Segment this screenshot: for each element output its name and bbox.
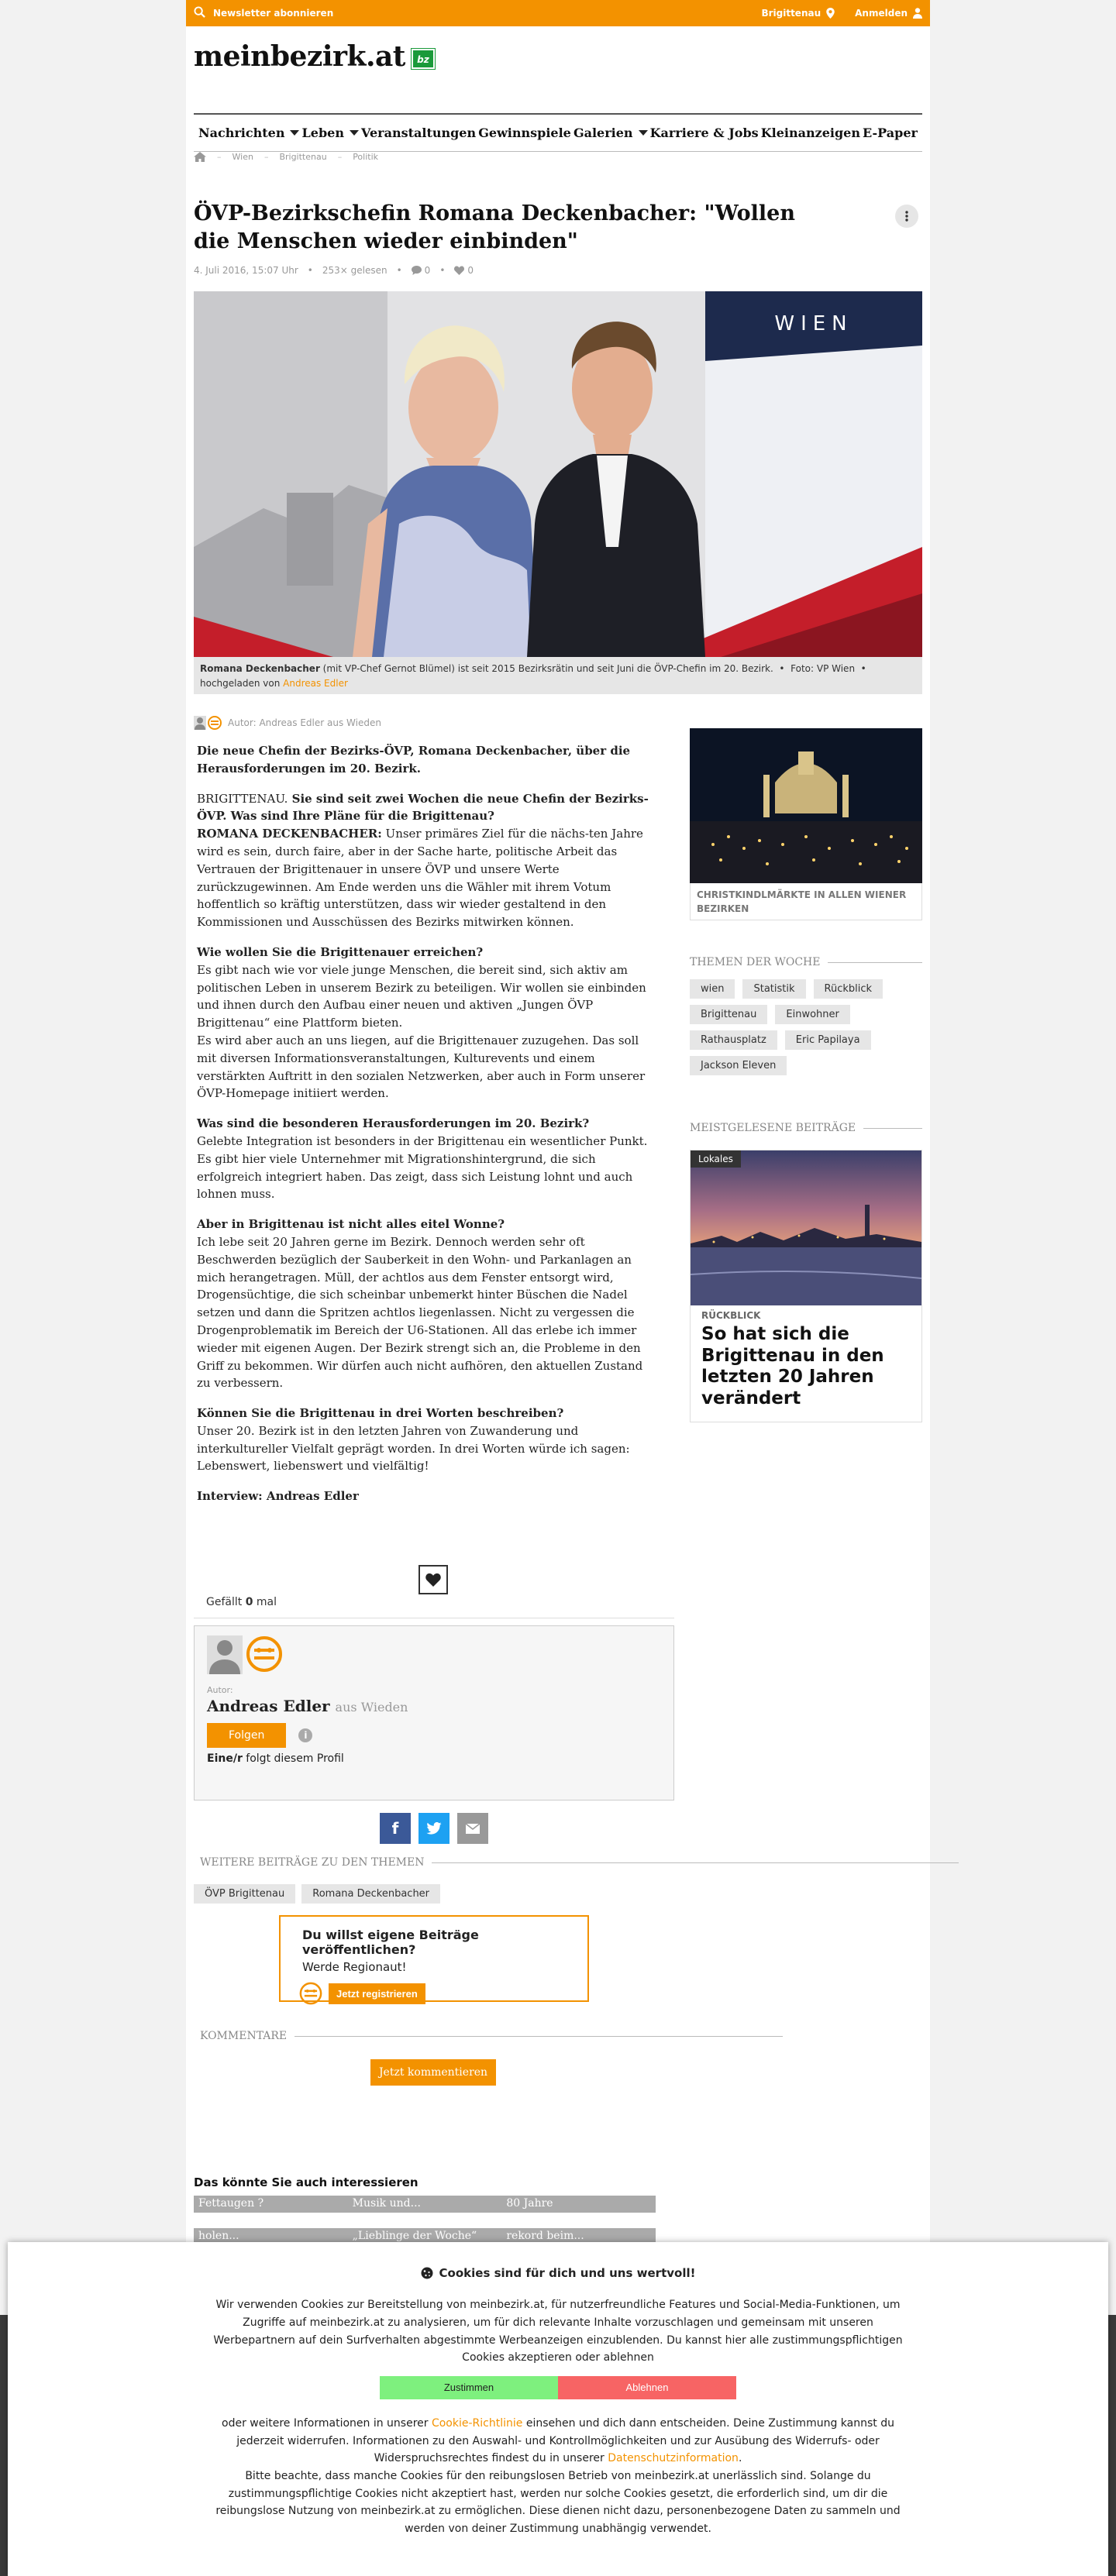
tag-item[interactable]: Einwohner <box>775 1005 849 1024</box>
location-label: Brigittenau <box>761 8 822 19</box>
caption-credit: Foto: VP Wien <box>790 663 856 674</box>
recommendation-item[interactable]: holen... <box>198 2230 239 2242</box>
question-5: Können Sie die Brigittenau in drei Worten beschreiben? <box>197 1406 564 1421</box>
recommendations-title: Das könnte Sie auch interessieren <box>194 2175 418 2189</box>
cookie-text-2: oder weitere Informationen in unserer Cookie-Richtlinie einsehen und dich dann entscheiden. Deine Zustimmung kannst du jederzeit widerrufen. Informationen zu den Auswahl- und Kontrollmöglichkeiten und zur Ausübung des Widerrufs- oder Widerspruchsrechtes findest du in unserer Datenschutzinformation. <box>222 2416 894 2465</box>
comment-icon <box>412 266 422 275</box>
caption-name: Romana Deckenbacher <box>200 663 320 674</box>
promo-image <box>690 728 922 883</box>
breadcrumb-wien[interactable]: Wien <box>232 152 253 162</box>
recommendation-item[interactable]: „Lieblinge der Woche“ <box>352 2230 477 2242</box>
question-2: Wie wollen Sie die Brigittenauer erreichen? <box>197 944 484 959</box>
caption-text: (mit VP-Chef Gernot Blümel) ist seit 2015 Bezirksrätin und seit Juni die ÖVP-Chefin im 20. Bezirk. <box>319 663 773 674</box>
answer-5: Unser 20. Bezirk ist in den letzten Jahren von Zuwanderung und interkultureller Vielfalt geprägt worden. In drei Worten würde ich sagen: Lebenswert, liebenswert und vielfältig! <box>197 1423 630 1474</box>
author-box <box>194 1625 674 1800</box>
answer-2a: Es gibt nach wie vor viele junge Menschen, die bereit sind, sich aktiv am politischen Leben in unserem Bezirk zu beteiligen. Wir wollen sie einbinden und ihnen durch den Aufbau einer neuen und aktiven „Jungen ÖVP Brigittenau“ eine Plattform bieten. <box>197 962 646 1030</box>
facebook-icon: f <box>391 1819 399 1838</box>
more-topics-heading: WEITERE BEITRÄGE ZU DEN THEMEN <box>200 1856 959 1869</box>
vertical-dots-icon <box>905 211 908 222</box>
logo-badge: bz <box>412 49 435 69</box>
login-label: Anmelden <box>855 8 908 19</box>
read-count: 253× gelesen <box>322 265 388 276</box>
register-box <box>279 1915 589 2002</box>
like-count: Gefällt 0 mal <box>194 1596 674 1618</box>
most-read-heading: MEISTGELESENE BEITRÄGE <box>690 1122 922 1134</box>
tag-item[interactable]: Eric Papilaya <box>785 1030 871 1050</box>
dateline: BRIGITTENAU. <box>197 791 288 806</box>
more-topics-tags <box>194 1884 440 1904</box>
cookie-buttons <box>8 2376 1108 2399</box>
author-name[interactable]: Andreas Edler aus Wieden <box>207 1697 408 1715</box>
chevron-down-icon <box>639 130 648 136</box>
author-line: Autor: Andreas Edler aus Wieden <box>228 717 381 728</box>
comments-heading: KOMMENTARE <box>200 2030 783 2042</box>
meta-separator: • <box>396 265 402 276</box>
tag-item[interactable]: wien <box>690 979 735 999</box>
tag-item[interactable]: Rückblick <box>814 979 884 999</box>
cookie-text-3: Bitte beachte, dass manche Cookies für den reibungslosen Betrieb von meinbezirk.at unerlässlich sind. Solange du zustimmungspflichtige Cookies nicht akzeptiert hast, werden nur solche Cookies gesetzt, die erforderlich sind, um dir die reibungslose Nutzung von meinbezirk.at zu ermöglichen. Diese dienen nicht dazu, personenbezogene Daten zu sammeln und werden von deiner Zustimmung unabhängig verwendet. <box>215 2470 901 2536</box>
sidebar <box>690 728 922 1422</box>
tag-item[interactable]: Romana Deckenbacher <box>301 1884 440 1904</box>
hero-sign-text: WIEN <box>774 312 853 335</box>
breadcrumb-brigittenau[interactable]: Brigittenau <box>279 152 327 162</box>
article-date: 4. Juli 2016, 15:07 Uhr <box>194 265 298 276</box>
cookie-banner <box>8 2242 1108 2576</box>
caption-uploaded-label: hochgeladen von <box>200 677 281 689</box>
meta-separator: • <box>439 265 446 276</box>
chevron-down-icon <box>350 130 359 136</box>
nav-galerien[interactable]: Galerien <box>574 126 648 140</box>
article-meta <box>194 265 474 276</box>
email-share-button[interactable] <box>457 1813 488 1844</box>
question-4: Aber in Brigittenau ist nicht alles eitel Wonne? <box>197 1217 505 1232</box>
category-label: Lokales <box>691 1150 741 1168</box>
nav-leben[interactable]: Leben <box>302 126 359 140</box>
register-subtitle: Werde Regionaut! <box>302 1960 407 1974</box>
question-3: Was sind die besonderen Herausforderungen im 20. Bezirk? <box>197 1116 590 1131</box>
article-lead: Die neue Chefin der Bezirks-ÖVP, Romana Deckenbacher, über die Herausforderungen im 20. Bezirk. <box>197 744 631 776</box>
avatar-icon <box>194 716 206 730</box>
follow-button[interactable]: Folgen <box>207 1723 286 1748</box>
regionaut-badge-icon <box>246 1635 283 1673</box>
answer-2b: Es wird aber auch an uns liegen, auf die Brigittenauer zuzugehen. Das soll mit diversen Informationsveranstaltungen, Kulturevents und einem verstärkten Auftritt in den sozialen Netzwerken, aber auch in Form unserer ÖVP-Homepage initiiert werden. <box>197 1033 646 1101</box>
answer-4: Ich lebe seit 20 Jahren gerne im Bezirk. Dennoch werden sehr oft Beschwerden bezüglich der Sauberkeit in den Wohn- und Parkanlagen an mich herangetragen. Müll, der achtlos aus dem Fenster entsorgt wird, Drogensüchtige, die sich scheinbar unbemerkt hinter Büschen die Nadel setzen und dann die Spritzen achtlos liegenlassen. Nicht zu vergessen die Drogenproblematik im Bereich der U6-Stationen. All das erlebe ich immer wieder mit eigenen Augen. Der Bezirk strengt sich an, die Probleme in den Griff zu bekommen. Wir dürfen auch nicht aufhören, den aktuellen Zustand zu verbessern. <box>197 1234 643 1391</box>
breadcrumb-separator: – <box>337 152 343 162</box>
share-buttons <box>380 1813 488 1844</box>
like-count-meta[interactable]: 0 <box>454 265 474 276</box>
answer-3: Gelebte Integration ist besonders in der Brigittenau ein wesentlicher Punkt. Es gibt hier viele Unternehmer mit Migrationshintergrund, die sich erfolgreich integriert haben. Das zeigt, dass sich Leistung lohnt und auch lohnen muss. <box>197 1133 648 1202</box>
cookie-policy-link[interactable]: Cookie-Richtlinie <box>431 2416 523 2430</box>
search-icon[interactable] <box>194 6 205 20</box>
recommendation-item[interactable]: 80 Jahre <box>506 2197 553 2210</box>
avatar[interactable] <box>207 1635 243 1674</box>
tag-item[interactable]: ÖVP Brigittenau <box>194 1884 295 1904</box>
facebook-share-button[interactable] <box>380 1813 411 1844</box>
breadcrumb-separator: – <box>217 152 222 162</box>
interviewee-name: ROMANA DECKENBACHER: <box>197 827 382 841</box>
recommendation-item[interactable]: Musik und... <box>352 2197 421 2210</box>
home-icon[interactable] <box>194 152 206 162</box>
promo-caption: CHRISTKINDLMÄRKTE IN ALLEN WIENER BEZIRKEN <box>690 883 922 920</box>
most-read-title[interactable]: So hat sich die Brigittenau in den letzten 20 Jahren verändert <box>701 1324 884 1408</box>
cookie-title: Cookies sind für dich und uns wertvoll! <box>8 2264 1108 2282</box>
nav-veranstaltungen[interactable]: Veranstaltungen <box>361 126 477 140</box>
main-nav <box>194 113 922 152</box>
breadcrumb-politik[interactable]: Politik <box>353 152 379 162</box>
mail-icon <box>466 1824 480 1834</box>
hero-image[interactable] <box>194 291 922 657</box>
tag-item[interactable]: Rathausplatz <box>690 1030 777 1050</box>
info-icon[interactable]: i <box>298 1728 312 1742</box>
location-selector[interactable] <box>761 8 835 19</box>
register-title: Du willst eigene Beiträge veröffentlichen? <box>302 1928 479 1957</box>
regionaut-badge-icon <box>299 1982 322 2005</box>
meta-separator: • <box>307 265 313 276</box>
most-read-card[interactable] <box>690 1150 922 1422</box>
nav-nachrichten[interactable]: Nachrichten <box>198 126 299 140</box>
promo-card[interactable] <box>690 728 922 920</box>
more-options-button[interactable] <box>895 205 918 228</box>
tag-item[interactable]: Brigittenau <box>690 1005 767 1024</box>
user-icon <box>913 8 922 19</box>
question-1: Sie sind seit zwei Wochen die neue Chefin der Bezirks-ÖVP. Was sind Ihre Pläne für die Brigittenau? <box>197 791 649 824</box>
location-pin-icon <box>826 8 835 19</box>
themes-tag-list <box>690 979 922 1075</box>
image-caption: Romana Deckenbacher (mit VP-Chef Gernot Blümel) ist seit 2015 Bezirksrätin und seit Juni die ÖVP-Chefin im 20. Bezirk. • Foto: VP Wien • hochgeladen von Andreas Edler <box>194 657 922 694</box>
chevron-down-icon <box>290 130 299 136</box>
followers-count: Eine/r folgt diesem Profil <box>207 1752 344 1765</box>
recommendation-item[interactable]: rekord beim... <box>506 2230 584 2242</box>
comment-button[interactable]: Jetzt kommentieren <box>370 2059 496 2086</box>
themes-heading: THEMEN DER WOCHE <box>690 956 922 968</box>
comment-count[interactable]: 0 <box>412 265 431 276</box>
accept-cookies-button[interactable]: Zustimmen <box>380 2376 558 2399</box>
twitter-share-button[interactable] <box>418 1813 450 1844</box>
logo-row <box>186 26 930 87</box>
privacy-info-link[interactable]: Datenschutzinformation <box>608 2452 739 2465</box>
top-bar <box>186 0 930 26</box>
most-read-kicker: RÜCKBLICK <box>701 1310 761 1321</box>
cookie-text-1: Wir verwenden Cookies zur Bereitstellung von meinbezirk.at, für nutzerfreundliche Features und Social-Media-Funktionen, um Zugriffe auf meinbezirk.at zu analysieren, um für dich relevante Inhalte vorzuschlagen und gemeinsam mit unseren Werbepartnern auf dein Surfverhalten abgestimmte Werbeanzeigen einzublenden. Du kannst hier alle zustimmungspflichtigen Cookies akzeptieren oder ablehnen <box>213 2299 903 2364</box>
heart-icon <box>454 266 464 275</box>
login-link[interactable] <box>855 8 922 19</box>
register-button[interactable]: Jetzt registrieren <box>329 1983 425 2004</box>
answer-1: Unser primäres Ziel für die nächs-ten Jahre wird es sein, durch faire, aber in der Sache harte, politische Arbeit das Vertrauen der Brigittenauer in unsere ÖVP und unsere Werte zurückzugewinnen. Am Ende werden uns die Wähler mit ihrem Votum hoffentlich so kräftig unterstützen, dass wir wieder gestaltend in den Kommissionen und Ausschüssen des Bezirks mitwirken können. <box>197 827 643 930</box>
recommendation-item[interactable]: Fettaugen ? <box>198 2197 264 2210</box>
newsletter-link[interactable]: Newsletter abonnieren <box>213 8 334 19</box>
like-button[interactable] <box>418 1565 448 1594</box>
tag-item[interactable]: Statistik <box>742 979 805 999</box>
nav-kleinanzeigen[interactable]: Kleinanzeigen <box>760 126 860 140</box>
breadcrumb-separator: – <box>264 152 269 162</box>
tag-item[interactable]: Jackson Eleven <box>690 1056 787 1075</box>
breadcrumb <box>194 152 378 162</box>
cookie-icon <box>421 2267 433 2279</box>
author-mini[interactable] <box>194 716 381 730</box>
heart-icon <box>425 1573 441 1587</box>
article-body <box>197 742 659 1518</box>
recommendations-row[interactable] <box>194 2196 656 2213</box>
reject-cookies-button[interactable]: Ablehnen <box>558 2376 736 2399</box>
regionaut-badge-icon <box>208 716 222 730</box>
site-logo[interactable]: meinbezirk.at <box>194 40 405 73</box>
page-title: ÖVP-Bezirkschefin Romana Deckenbacher: "Wollen die Menschen wieder einbinden" <box>194 201 795 253</box>
nav-karriere[interactable]: Karriere & Jobs <box>649 126 759 140</box>
page <box>186 0 930 2576</box>
caption-uploader-link[interactable]: Andreas Edler <box>283 677 348 689</box>
nav-epaper[interactable]: E-Paper <box>863 126 918 140</box>
interview-credit: Interview: Andreas Edler <box>197 1489 359 1504</box>
nav-gewinnspiele[interactable]: Gewinnspiele <box>478 126 571 140</box>
most-read-image <box>691 1150 921 1305</box>
author-label: Autor: <box>207 1685 233 1695</box>
twitter-icon <box>426 1822 442 1835</box>
